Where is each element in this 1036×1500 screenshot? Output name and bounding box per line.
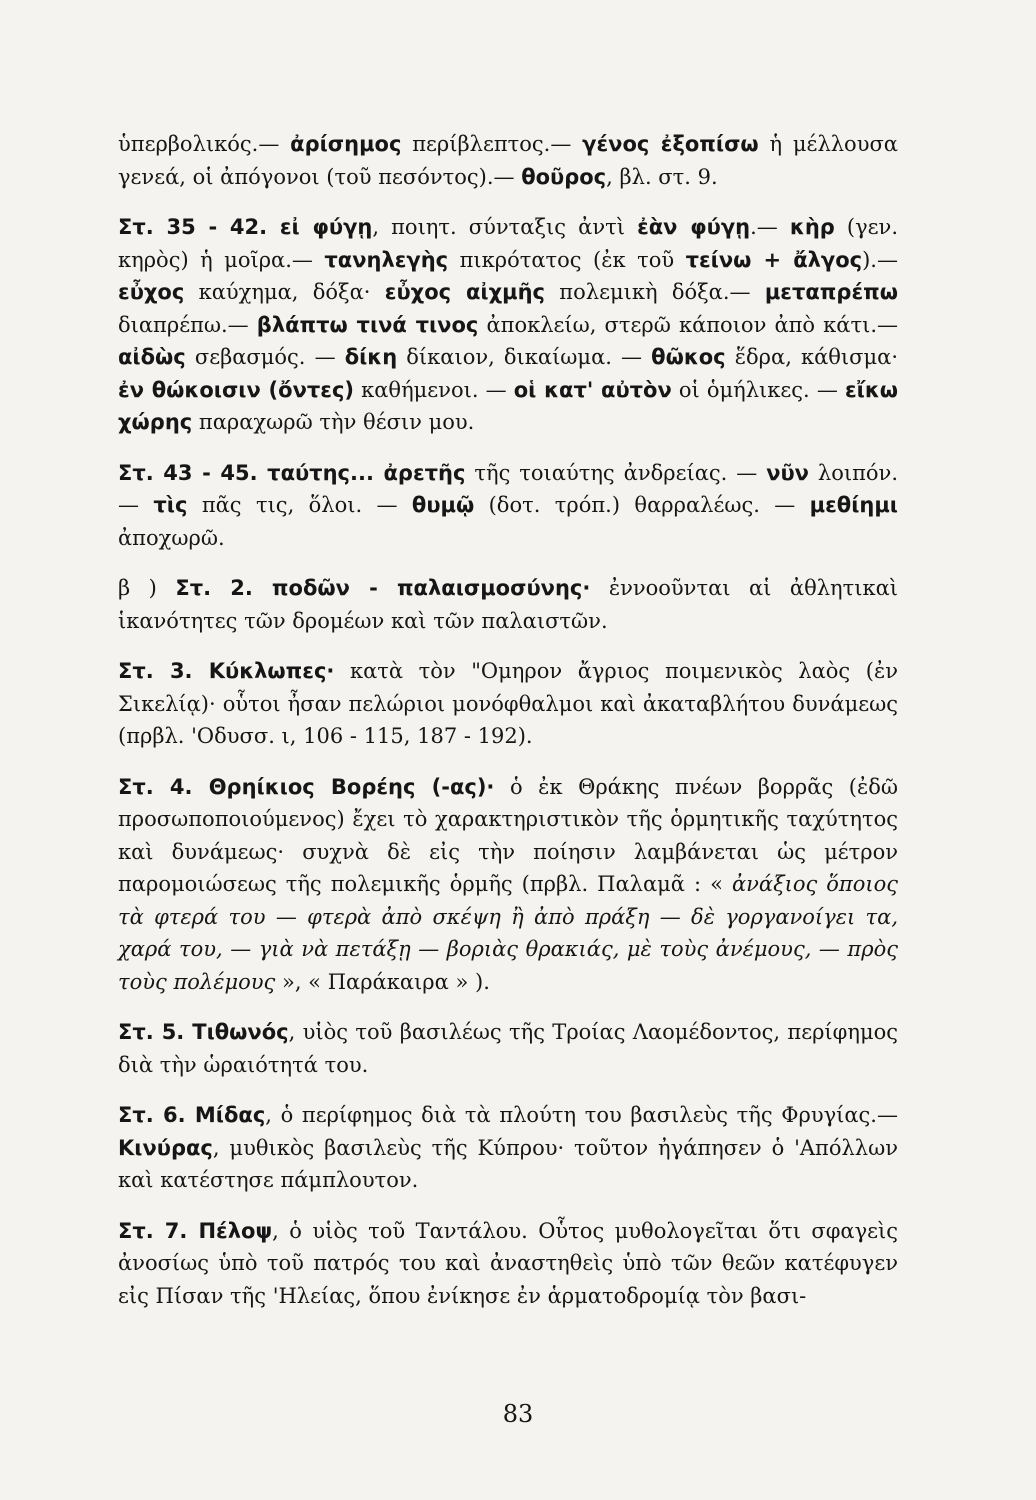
lemma-term: Στ. 3. Κύκλωπες·	[118, 659, 335, 683]
gloss-text: τῆς τοιαύτης ἀνδρείας. —	[465, 460, 767, 485]
commentary-text	[118, 128, 898, 1312]
lemma-term: Στ. 7. Πέλοψ	[118, 1218, 273, 1243]
gloss-text: , ποιητ. σύνταξις ἀντὶ	[372, 215, 638, 239]
gloss-text: σεβασμός. —	[185, 345, 345, 369]
lemma-term: εἴκω χώρης	[118, 377, 898, 434]
gloss-text: καύχημα, δόξα·	[184, 280, 385, 304]
gloss-text: δίκαιον, δικαίωμα. —	[397, 345, 652, 369]
gloss-text: ).—	[862, 247, 898, 272]
gloss-text: », « Παράκαιρα » ).	[275, 969, 490, 994]
quotation: ἀνάξιος ὅποιος τὰ φτερά του — φτερὰ ἀπὸ σκέψη ἢ ἀπὸ πράξη — δὲ γοργανοίγει τα, χαρά του, — γιὰ νὰ πετάξῃ — βοριὰς θρακιάς, μὲ τοὺς ἀνέμους, — πρὸς τοὺς πολέμους	[118, 872, 899, 994]
gloss-text: , υἱὸς τοῦ βασιλέως τῆς Τροίας Λαομέδοντος, περίφημος διὰ τὴν ὡραιότητά του.	[118, 1020, 899, 1077]
lemma-term: Στ. 6. Μίδας	[118, 1103, 266, 1127]
gloss-text: οἱ ὁμήλικες. —	[671, 377, 845, 402]
gloss-text: , ὁ υἱὸς τοῦ Ταντάλου. Οὗτος μυθολογεῖται ὅτι σφαγεὶς ἀνοσίως ὑπὸ τοῦ πατρός του καὶ ἀναστηθεὶς ὑπὸ τῶν θεῶν κατέφυγεν εἰς Πίσαν τῆς 'Ηλείας, ὅπου ἐνίκησε ἐν ἁρματοδρομίᾳ τὸν βασι-	[118, 1218, 899, 1308]
lemma-term: Στ. 35 - 42. εἰ φύγῃ	[118, 215, 373, 239]
lemma-term: νῦν	[766, 460, 809, 485]
lemma-term: Στ. 4. Θρηίκιος Βορέης (-ας)·	[118, 774, 495, 799]
gloss-text: καθήμενοι. —	[354, 377, 514, 402]
lemma-term: οἱ κατ' αὐτὸν	[513, 377, 672, 402]
paragraph	[118, 1099, 898, 1197]
lemma-term: θυμῷ	[411, 493, 475, 517]
lemma-term: Κινύρας	[118, 1135, 213, 1160]
lemma-term: Στ. 2. ποδῶν - παλαισμοσύνης·	[175, 576, 591, 600]
paragraph	[118, 1215, 898, 1313]
lemma-term: τείνω + ἄλγος	[685, 247, 863, 272]
gloss-text: ἐννοοῦνται αἱ ἀθλητικαὶ ἱκανότητες τῶν δρομέων καὶ τῶν παλαιστῶν.	[118, 576, 899, 633]
gloss-text: πολεμικὴ δόξα.—	[545, 280, 765, 304]
gloss-text: παραχωρῶ τὴν θέσιν μου.	[192, 410, 475, 434]
gloss-text: ἀποκλείω, στερῶ κάποιον ἀπὸ κάτι.—	[478, 312, 898, 337]
gloss-text: περίβλεπτος.—	[401, 132, 583, 156]
gloss-text: κατὰ τὸν "Ομηρον ἄγριος ποιμενικὸς λαὸς (ἐν Σικελίᾳ)· οὗτοι ἦσαν πελώριοι μονόφθαλμοι καὶ ἀκαταβλήτου δυνάμεως (πρβλ. 'Οδυσσ. ι, 106 - 115, 187 - 192).	[118, 659, 899, 748]
lemma-term: ἐν θώκοισιν (ὄντες)	[118, 377, 355, 402]
gloss-text: ἡ μέλλουσα γενεά, οἱ ἀπόγονοι (τοῦ πεσόντος).—	[118, 132, 898, 189]
gloss-text: ὑπερβολικός.—	[118, 132, 291, 156]
gloss-text: (δοτ. τρόπ.) θαρραλέως. —	[474, 493, 810, 517]
lemma-term: τὶς	[153, 493, 188, 517]
paragraph	[118, 128, 898, 193]
lemma-term: Στ. 5. Τιθωνός	[118, 1020, 289, 1044]
lemma-term: βλάπτω τινά τινος	[256, 312, 479, 337]
lemma-term: εὖχος αἰχμῆς	[384, 280, 546, 304]
gloss-text: , βλ. στ. 9.	[606, 164, 718, 189]
gloss-text: ἕδρα, κάθισμα·	[725, 345, 898, 369]
paragraph	[118, 1016, 898, 1081]
gloss-text: πᾶς τις, ὅλοι. —	[187, 493, 412, 517]
lemma-term: αἰδὼς	[118, 345, 186, 369]
page-number: 83	[502, 1400, 534, 1428]
gloss-text: διαπρέπω.—	[118, 312, 257, 337]
lemma-term: μεταπρέπω	[764, 280, 898, 304]
lemma-term: θῶκος	[651, 345, 726, 369]
lemma-term: εὖχος	[118, 280, 185, 304]
lemma-term: ἀρίσημος	[290, 132, 402, 156]
paragraph	[118, 211, 898, 439]
lemma-term: κὴρ	[789, 215, 835, 239]
gloss-text: λοιπόν. —	[118, 460, 898, 517]
gloss-text: .—	[750, 215, 790, 239]
lemma-term: τανηλεγὴς	[324, 247, 449, 272]
lemma-term: ἐὰν φύγῃ	[637, 215, 751, 239]
paragraph	[118, 572, 898, 637]
gloss-text: ὁ ἐκ Θράκης πνέων βορρᾶς (ἐδῶ προσωποποιούμενος) ἔχει τὸ χαρακτηριστικὸν τῆς ὁρμητικῆς ταχύτητος καὶ δυνάμεως· συχνὰ δὲ εἰς τὴν ποίησιν λαμβάνεται ὡς μέτρον παρομοιώσεως τῆς πολεμικῆς ὁρμῆς (πρβλ. Παλαμᾶ : «	[118, 774, 898, 896]
paragraph	[118, 771, 898, 999]
gloss-text: πικρότατος (ἐκ τοῦ	[448, 247, 686, 272]
gloss-text: , ὁ περίφημος διὰ τὰ πλούτη του βασιλεὺς τῆς Φρυγίας.—	[265, 1103, 898, 1127]
gloss-text: (γεν. κηρὸς) ἡ μοῖρα.—	[118, 215, 898, 272]
lemma-term: δίκη	[344, 345, 398, 369]
lemma-term: μεθίημι	[809, 493, 898, 517]
paragraph	[118, 457, 898, 555]
gloss-text: , μυθικὸς βασιλεὺς τῆς Κύπρου· τοῦτον ἠγάπησεν ὁ 'Απόλλων καὶ κατέστησε πάμπλουτον.	[118, 1135, 898, 1192]
paragraph	[118, 655, 898, 753]
lemma-term: θοῦρος	[521, 164, 607, 189]
lemma-term: Στ. 43 - 45. ταύτης... ἀρετῆς	[118, 460, 466, 485]
gloss-text: ἀποχωρῶ.	[118, 525, 225, 550]
lemma-term: γένος ἐξοπίσω	[582, 132, 759, 156]
gloss-text: β )	[118, 576, 176, 600]
